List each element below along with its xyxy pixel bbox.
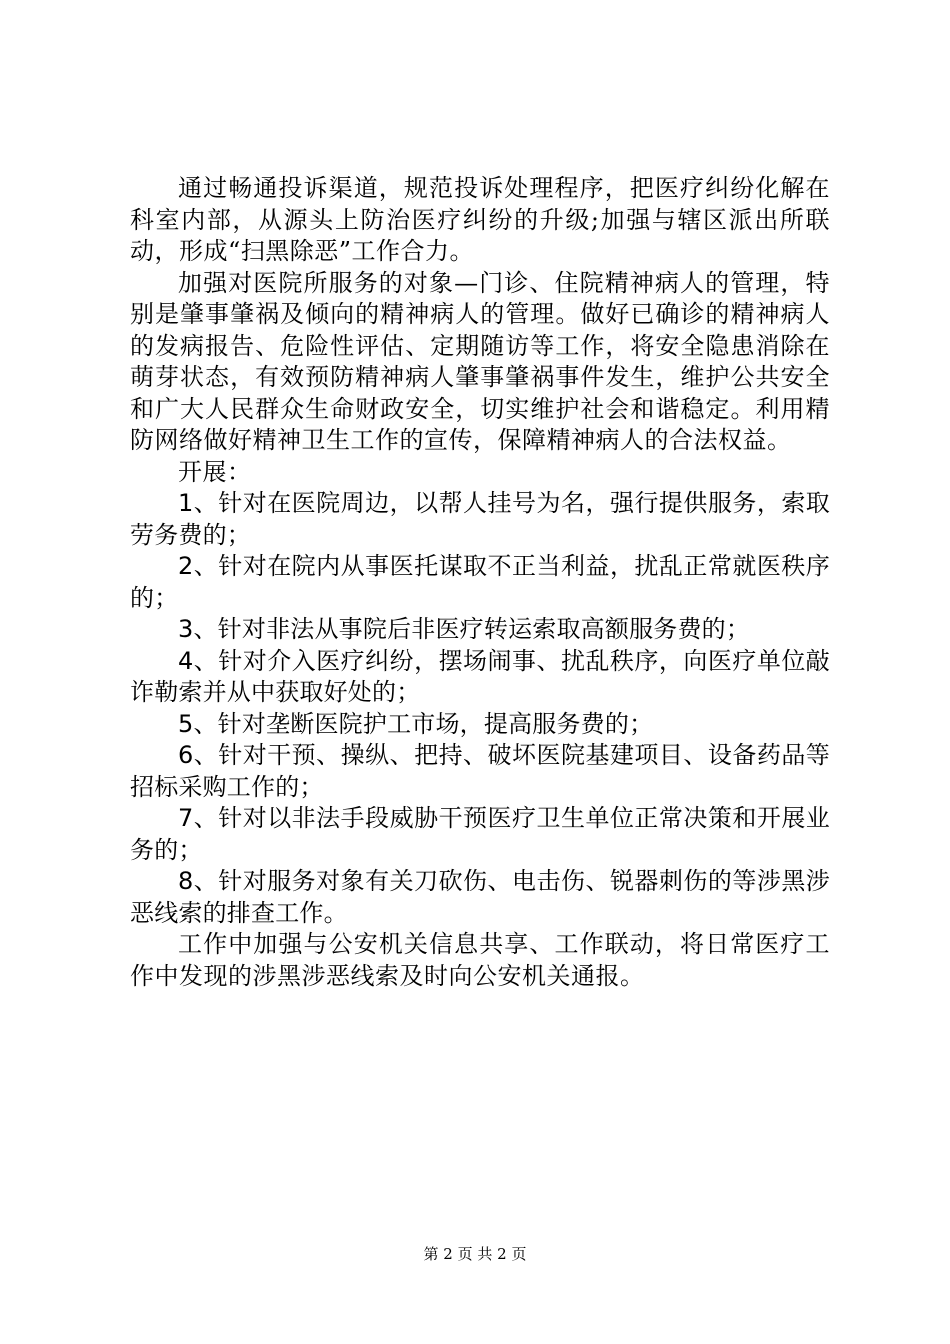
- document-body: [130, 173, 830, 992]
- list-item-3: 3、针对非法从事院后非医疗转运索取高额服务费的；: [178, 615, 751, 643]
- paragraph-psychiatric-management: 加强对医院所服务的对象—门诊、住院精神病人的管理，特别是肇事肇祸及倾向的精神病人的管理。做好已确诊的精神病人的发病报告、危险性评估、定期随访等工作，将安全隐患消除在萌芽状态，有效预防精神病人肇事肇祸事件发生，维护公共安全和广大人民群众生命财政安全，切实维护社会和谐稳定。利用精防网络做好精神卫生工作的宣传，保障精神病人的合法权益。: [130, 268, 830, 454]
- list-item-1: 1、针对在医院周边，以帮人挂号为名，强行提供服务，索取劳务费的；: [130, 489, 830, 549]
- paragraph-kaizhan-heading: 开展：: [178, 457, 252, 486]
- list-item-6: 6、针对干预、操纵、把持、破坏医院基建项目、设备药品等招标采购工作的；: [130, 741, 830, 801]
- paragraph-complaint-channels: 通过畅通投诉渠道，规范投诉处理程序，把医疗纠纷化解在科室内部，从源头上防治医疗纠纷的升级;加强与辖区派出所联动，形成“扫黑除恶”工作合力。: [130, 174, 830, 265]
- list-item-5: 5、针对垄断医院护工市场，提高服务费的；: [178, 709, 654, 738]
- page-number-footer: 第 2 页 共 2 页: [423, 1245, 527, 1263]
- list-item-2: 2、针对在院内从事医托谋取不正当利益，扰乱正常就医秩序的；: [130, 552, 830, 612]
- list-item-8: 8、针对服务对象有关刀砍伤、电击伤、锐器刺伤的等涉黑涉恶线索的排查工作。: [130, 867, 830, 927]
- list-item-4: 4、针对介入医疗纠纷，摆场闹事、扰乱秩序，向医疗单位敲诈勒索并从中获取好处的；: [130, 646, 830, 706]
- list-item-7: 7、针对以非法手段威胁干预医疗卫生单位正常决策和开展业务的；: [130, 804, 830, 864]
- paragraph-police-cooperation: 工作中加强与公安机关信息共享、工作联动，将日常医疗工作中发现的涉黑涉恶线索及时向公安机关通报。: [130, 930, 830, 990]
